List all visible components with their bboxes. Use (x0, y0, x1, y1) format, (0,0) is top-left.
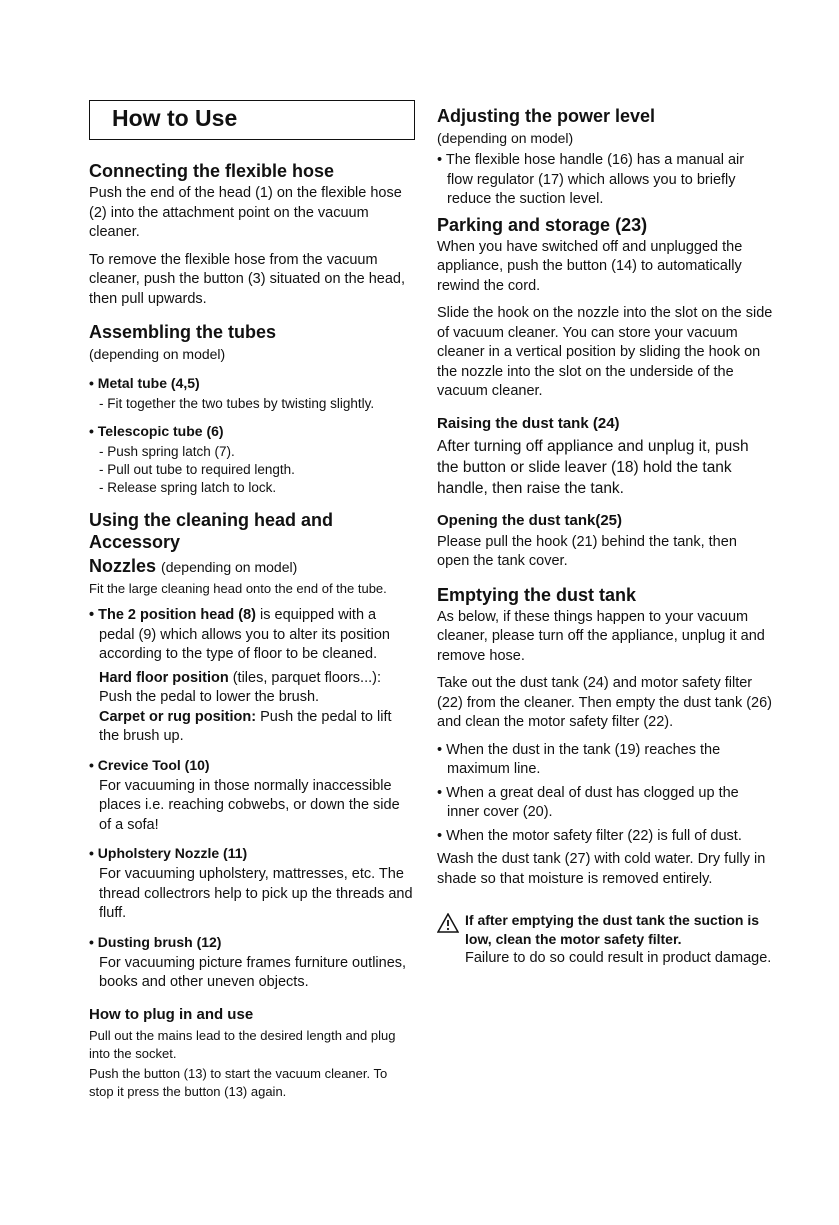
nozzles-word: Nozzles (89, 556, 157, 576)
warning-bold: If after emptying the dust tank the suction is low, clean the motor safety filter. (465, 912, 760, 947)
section-tubes (89, 321, 415, 497)
crevice-text: For vacuuming in those normally inaccessible places i.e. reaching cobwebs, or down the side of a sofa! (99, 777, 400, 833)
raising-heading: Raising the dust tank (24) (437, 414, 620, 432)
section-hose (89, 160, 415, 309)
two-position-head (89, 606, 415, 665)
opening-text: Please pull the hook (21) behind the tank, then open the tank cover. (437, 533, 737, 569)
carpet-label: Carpet or rug position: (99, 708, 257, 725)
warning-icon (437, 913, 459, 933)
hard-floor-text: (tiles, parquet floors...): Push the pedal to lower the brush. (99, 669, 381, 705)
parking-heading-text: Parking and storage (437, 214, 611, 235)
section-plug (89, 1005, 415, 1101)
tubes-heading: Assembling the tubes (89, 322, 277, 342)
section-emptying (437, 584, 773, 890)
carpet-text: Push the pedal to lift the brush up. (99, 708, 392, 744)
page-title: How to Use (112, 105, 238, 131)
two-position-label: • The 2 position head (8) (89, 607, 257, 623)
plug-heading: How to plug in and use (89, 1005, 254, 1023)
emptying-heading: Emptying the dust tank (437, 584, 637, 605)
left-column (89, 100, 415, 1113)
upholstery-label: • Upholstery Nozzle (11) (89, 845, 248, 861)
tele-step-3: - Release spring latch to lock. (99, 480, 277, 495)
dusting-brush-label: • Dusting brush (12) (89, 933, 222, 950)
emptying-bullet-3: • When the motor safety filter (22) is full of dust. (437, 827, 742, 844)
crevice-label: • Crevice Tool (10) (89, 756, 210, 773)
emptying-bullet-1: • When the dust in the tank (19) reaches the maximum line. (437, 741, 721, 777)
metal-tube-label: • Metal tube (4,5) (89, 375, 200, 391)
section-opening (437, 511, 773, 572)
plug-p2: Push the button (13) to start the vacuum cleaner. To stop it press the button (13) again. (89, 1065, 388, 1099)
power-text: • The flexible hose handle (16) has a manual air flow regulator (17) which allows you to briefly reduce the suction level. (437, 152, 745, 207)
emptying-bullet-2: • When a great deal of dust has clogged up the inner cover (20). (437, 784, 739, 820)
parking-heading (437, 214, 773, 236)
power-heading: Adjusting the power level (437, 106, 656, 126)
right-column (437, 105, 773, 977)
hard-floor-label: Hard floor position (99, 669, 229, 686)
tubes-sub: (depending on model) (89, 346, 226, 362)
cleaning-heading-sub: (depending on model) (161, 559, 298, 575)
carpet (89, 708, 415, 747)
warning-block (437, 911, 773, 969)
tele-step-2: - Pull out tube to required length. (99, 462, 295, 477)
emptying-p3: Wash the dust tank (27) with cold water. Dry fully in shade so that moisture is removed entirely. (437, 851, 766, 887)
plug-p1: Pull out the mains lead to the desired length and plug into the socket. (89, 1027, 396, 1061)
hose-p1: Push the end of the head (1) on the flexible hose (2) into the attachment point on the vacuum cleaner. (89, 185, 402, 240)
section-power (437, 105, 773, 210)
two-position-text: is equipped with a pedal (9) which allows you to alter its position according to the type of floor to be cleaned. (99, 607, 390, 662)
dusting-brush-text: For vacuuming picture frames furniture outlines, books and other uneven objects. (99, 954, 407, 990)
emptying-p2: Take out the dust tank (24) and motor safety filter (22) from the cleaner. Then empty the dust tank (26) and clean the motor safety filter (22). (437, 675, 773, 730)
cleaning-heading-2 (89, 555, 415, 578)
parking-heading-num: (23) (615, 214, 648, 235)
section-cleaning (89, 509, 415, 993)
section-parking (437, 214, 773, 402)
hose-p2: To remove the flexible hose from the vacuum cleaner, push the button (3) situated on the head, then pull upwards. (89, 251, 406, 307)
telescopic-tube-label: • Telescopic tube (6) (89, 423, 224, 439)
hard-floor (89, 669, 415, 708)
power-sub: (depending on model) (437, 130, 574, 146)
page-title-box (89, 100, 415, 140)
hose-heading: Connecting the flexible hose (89, 161, 335, 181)
opening-heading: Opening the dust tank(25) (437, 511, 623, 529)
parking-p1: When you have switched off and unplugged the appliance, push the button (14) to automatically rewind the cord. (437, 238, 743, 294)
parking-p2: Slide the hook on the nozzle into the slot on the side of vacuum cleaner. You can store your vacuum cleaner in a vertical position by sliding the hook on the nozzle into the slot on the underside of the vacuum cleaner. (437, 305, 773, 399)
section-raising (437, 414, 773, 499)
upholstery-text: For vacuuming upholstery, mattresses, etc. The thread collectrors help to pick up the threads and fluff. (99, 866, 413, 921)
metal-tube-text: - Fit together the two tubes by twisting slightly. (99, 396, 375, 411)
cleaning-intro: Fit the large cleaning head onto the end of the tube. (89, 581, 387, 596)
cleaning-heading: Using the cleaning head and Accessory (89, 510, 334, 552)
raising-text: After turning off appliance and unplug it, push the button or slide leaver (18) hold the tank handle, then raise the tank. (437, 437, 749, 497)
emptying-p1: As below, if these things happen to your vacuum cleaner, please turn off the appliance, unplug it and remove hose. (437, 608, 765, 664)
warning-text: Failure to do so could result in product damage. (465, 950, 772, 966)
tele-step-1: - Push spring latch (7). (99, 444, 235, 459)
